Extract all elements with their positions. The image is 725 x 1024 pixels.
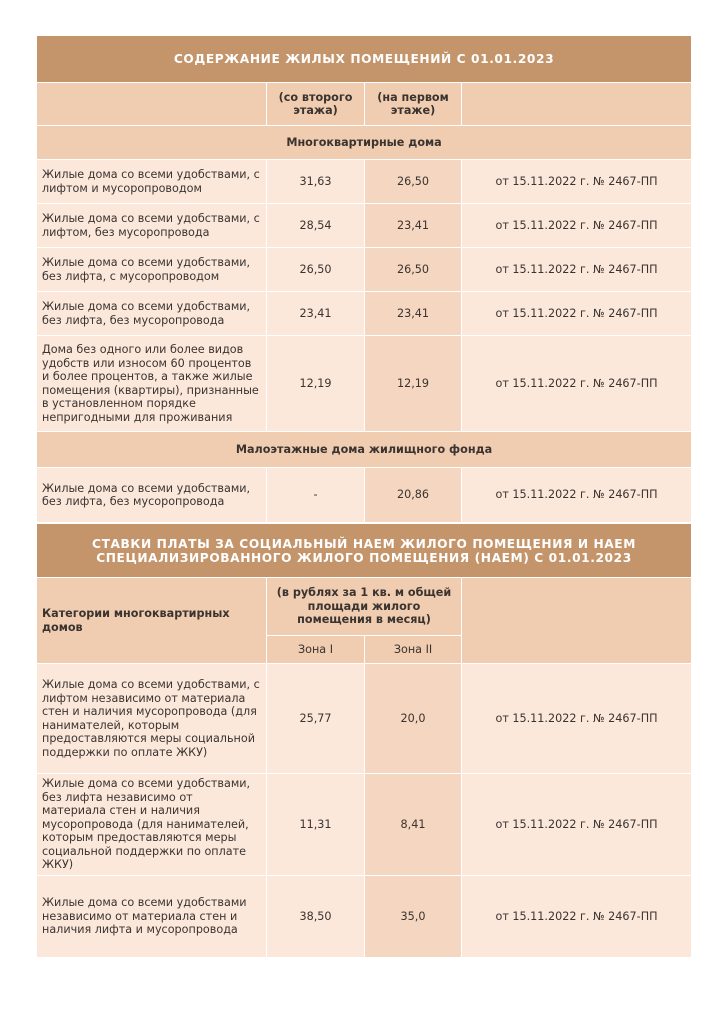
row-value-2: 26,50: [365, 248, 462, 292]
row-value-zone-2: 35,0: [365, 876, 462, 958]
rent-rates-table: [36, 523, 692, 958]
row-name: Жилые дома со всеми удобствами, с лифтом, без мусоропровода: [37, 204, 267, 248]
row-name: Жилые дома со всеми удобствами, с лифтом и мусоропроводом: [37, 160, 267, 204]
row-value-2: 23,41: [365, 292, 462, 336]
title-line-2: СПЕЦИАЛИЗИРОВАННОГО ЖИЛОГО ПОМЕЩЕНИЯ (НАЕМ) С 01.01.2023: [96, 550, 632, 565]
row-value-2: 23,41: [365, 204, 462, 248]
row-value-zone-2: 20,0: [365, 664, 462, 774]
row-value-2: 20,86: [365, 468, 462, 523]
section-apartment-buildings: Многоквартирные дома: [37, 126, 692, 160]
row-value-2: 26,50: [365, 160, 462, 204]
section-low-rise-houses: Малоэтажные дома жилищного фонда: [37, 432, 692, 468]
table-row: [37, 468, 692, 523]
rent-rates-table-title: [37, 524, 692, 578]
header-first-floor: (на первом этаже): [365, 83, 462, 126]
row-value-1: 23,41: [267, 292, 365, 336]
row-value-1: 31,63: [267, 160, 365, 204]
row-document: от 15.11.2022 г. № 2467-ПП: [462, 204, 692, 248]
row-value-1: 26,50: [267, 248, 365, 292]
maintenance-table-title: СОДЕРЖАНИЕ ЖИЛЫХ ПОМЕЩЕНИЙ С 01.01.2023: [37, 36, 692, 83]
header-empty: [462, 578, 692, 664]
header-units: (в рублях за 1 кв. м общей площади жилого помещения в месяц): [267, 578, 462, 636]
row-value-zone-1: 38,50: [267, 876, 365, 958]
row-name: Жилые дома со всеми удобствами независимо от материала стен и наличия лифта и мусоропровода: [37, 876, 267, 958]
row-value-1: 28,54: [267, 204, 365, 248]
header-category: Категории многоквартирных домов: [37, 578, 267, 664]
header-zone-2: Зона II: [365, 636, 462, 664]
header-empty-1: [37, 83, 267, 126]
row-value-2: 12,19: [365, 336, 462, 432]
row-name: Дома без одного или более видов удобств или износом 60 процентов и более процентов, а также жилые помещения (квартиры), признанные в установленном порядке непригодными для проживания: [37, 336, 267, 432]
document: [36, 35, 691, 958]
header-zone-1: Зона I: [267, 636, 365, 664]
row-document: от 15.11.2022 г. № 2467-ПП: [462, 336, 692, 432]
table-row: [37, 664, 692, 774]
row-value-zone-1: 25,77: [267, 664, 365, 774]
table-row: [37, 248, 692, 292]
row-document: от 15.11.2022 г. № 2467-ПП: [462, 160, 692, 204]
row-name: Жилые дома со всеми удобствами, без лифта, с мусоропроводом: [37, 248, 267, 292]
row-value-1: 12,19: [267, 336, 365, 432]
maintenance-table: [36, 35, 692, 523]
table-row: [37, 160, 692, 204]
row-document: от 15.11.2022 г. № 2467-ПП: [462, 876, 692, 958]
row-name: Жилые дома со всеми удобствами, без лифта независимо от материала стен и наличия мусоропровода (для нанимателей, которым предоставляются меры социальной поддержки по оплате ЖКУ): [37, 774, 267, 876]
row-document: от 15.11.2022 г. № 2467-ПП: [462, 292, 692, 336]
row-value-zone-1: 11,31: [267, 774, 365, 876]
table-row: [37, 204, 692, 248]
row-value-zone-2: 8,41: [365, 774, 462, 876]
row-name: Жилые дома со всеми удобствами, без лифта, без мусоропровода: [37, 292, 267, 336]
row-name: Жилые дома со всеми удобствами, с лифтом независимо от материала стен и наличия мусоропровода (для нанимателей, которым предоставляются меры социальной поддержки по оплате ЖКУ): [37, 664, 267, 774]
row-document: от 15.11.2022 г. № 2467-ПП: [462, 248, 692, 292]
table-row: [37, 292, 692, 336]
header-empty-4: [462, 83, 692, 126]
row-value-1: -: [267, 468, 365, 523]
row-document: от 15.11.2022 г. № 2467-ПП: [462, 664, 692, 774]
title-line-1: СТАВКИ ПЛАТЫ ЗА СОЦИАЛЬНЫЙ НАЕМ ЖИЛОГО ПОМЕЩЕНИЯ И НАЕМ: [92, 536, 636, 551]
table-row: [37, 774, 692, 876]
row-document: от 15.11.2022 г. № 2467-ПП: [462, 774, 692, 876]
row-document: от 15.11.2022 г. № 2467-ПП: [462, 468, 692, 523]
table-row: [37, 876, 692, 958]
table-row: [37, 336, 692, 432]
row-name: Жилые дома со всеми удобствами, без лифта, без мусоропровода: [37, 468, 267, 523]
header-from-second-floor: (со второго этажа): [267, 83, 365, 126]
